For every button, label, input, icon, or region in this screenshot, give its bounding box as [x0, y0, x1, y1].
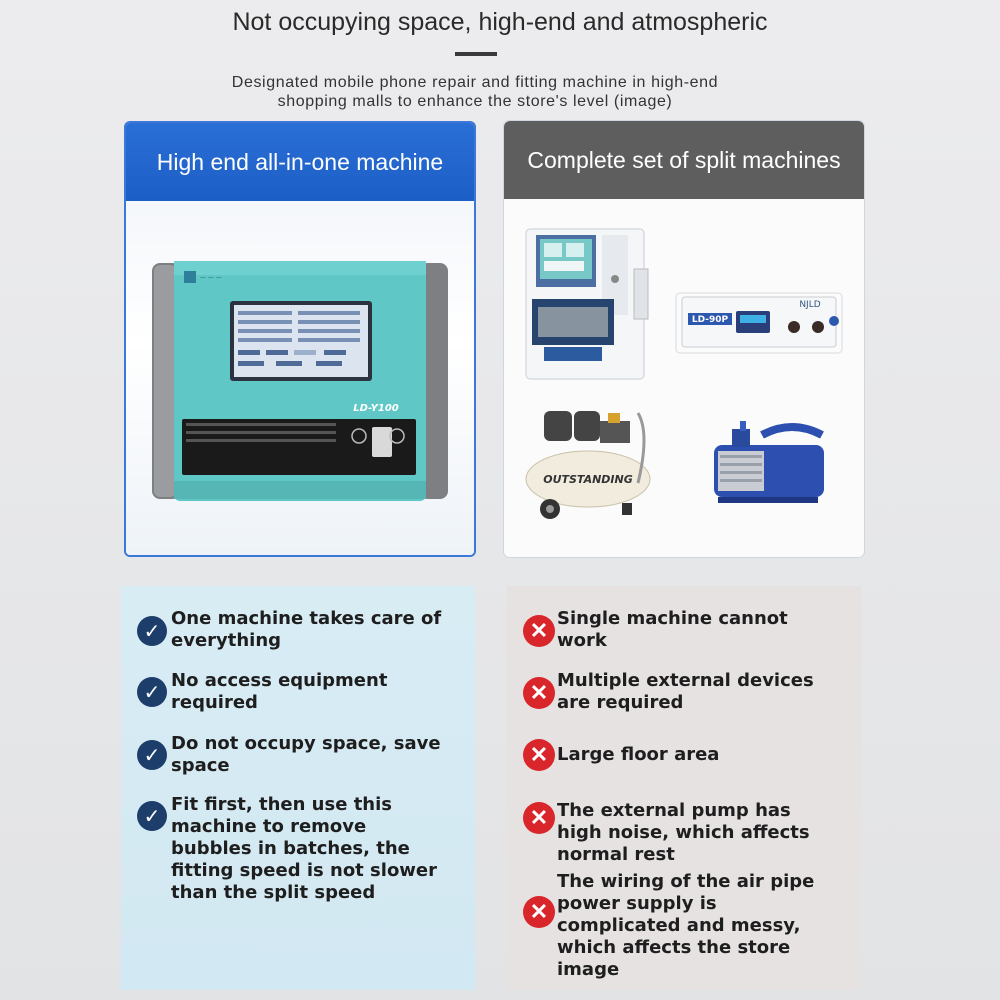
- controller-model-label: LD-90P: [691, 315, 729, 325]
- disadvantages-list: [507, 586, 861, 990]
- disadvantage-item-5: The wiring of the air pipe power supply is complicated and messy, which affects the store image: [557, 871, 815, 980]
- check-circle-icon: ✓: [137, 801, 167, 831]
- svg-text:— — —: — — —: [200, 274, 222, 281]
- check-circle-icon: ✓: [137, 677, 167, 707]
- x-circle-icon: ✕: [523, 739, 555, 771]
- x-circle-icon: ✕: [523, 615, 555, 647]
- check-circle-icon: ✓: [137, 616, 167, 646]
- disadvantage-item-4: The external pump has high noise, which affects normal rest: [557, 800, 810, 865]
- disadvantage-item-3: Large floor area: [557, 744, 720, 765]
- page-subtitle: [160, 73, 790, 111]
- page-title: Not occupying space, high-end and atmospheric: [232, 8, 768, 36]
- check-circle-icon: ✓: [137, 740, 167, 770]
- compressor-brand-label: OUTSTANDING: [543, 473, 633, 486]
- advantage-item-2: No access equipment required: [171, 670, 388, 713]
- x-circle-icon: ✕: [523, 677, 555, 709]
- disadvantage-item-1: Single machine cannot work: [557, 608, 788, 651]
- controller-brand-label: NJLD: [799, 300, 821, 310]
- subtitle-line-2: shopping malls to enhance the store's level (image): [277, 93, 673, 110]
- all-in-one-panel-title: High end all-in-one machine: [126, 123, 474, 201]
- machine-model-label: LD-Y100: [353, 403, 399, 414]
- all-in-one-machine-illustration: [126, 201, 474, 555]
- all-in-one-image: [126, 201, 474, 555]
- split-machines-panel-title: Complete set of split machines: [504, 121, 864, 199]
- advantage-item-3: Do not occupy space, save space: [171, 733, 441, 776]
- title-divider: [455, 52, 497, 56]
- subtitle-line-1: Designated mobile phone repair and fitting machine in high-end: [231, 74, 719, 91]
- advantage-item-1: One machine takes care of everything: [171, 608, 442, 651]
- advantage-item-4: Fit first, then use this machine to remove bubbles in batches, the fitting speed is not slower than the split speed: [171, 794, 438, 903]
- air-compressor-icon: [526, 411, 650, 519]
- advantages-list: [121, 586, 475, 990]
- all-in-one-panel: [124, 121, 476, 557]
- vacuum-pump-icon: [714, 421, 824, 503]
- laminator-machine-icon: [526, 229, 648, 379]
- disadvantage-item-2: Multiple external devices are required: [557, 670, 814, 713]
- controller-box-icon: [676, 293, 842, 353]
- split-machines-image: [504, 199, 864, 557]
- x-circle-icon: ✕: [523, 896, 555, 928]
- x-circle-icon: ✕: [523, 802, 555, 834]
- split-machines-panel: [504, 121, 864, 557]
- split-machines-illustration: [504, 199, 864, 557]
